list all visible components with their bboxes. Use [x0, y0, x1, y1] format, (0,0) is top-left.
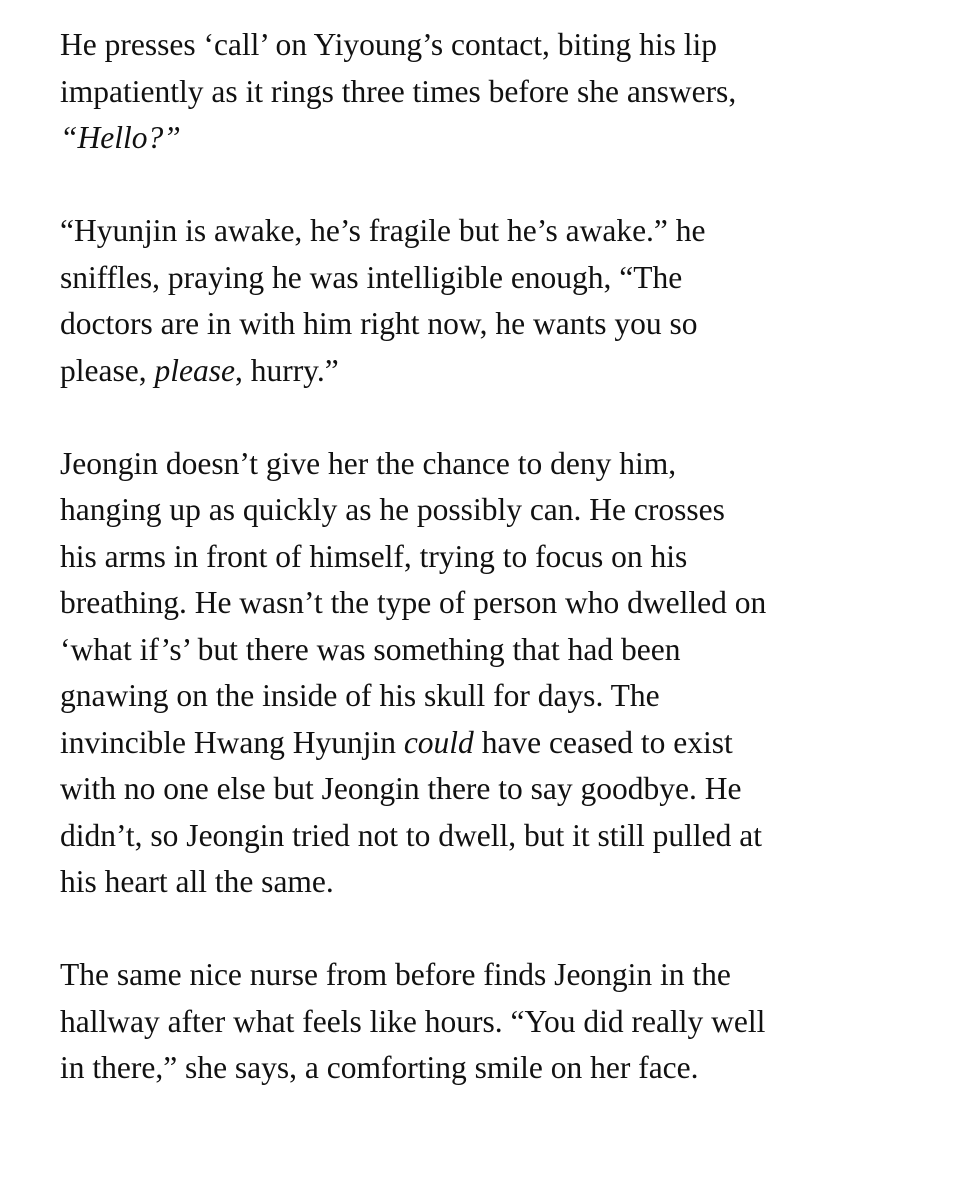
text-run: , hurry.”: [234, 352, 339, 388]
text-run: invincible Hwang Hyunjin: [60, 724, 404, 760]
text-run: sniffles, praying he was intelligible enough, “The: [60, 259, 683, 295]
text-run: gnawing on the inside of his skull for days. The: [60, 678, 660, 713]
text-line: [60, 766, 930, 813]
text-line: [60, 673, 930, 720]
italic-text: could: [403, 724, 474, 760]
text-run: have ceased to exist: [473, 724, 733, 760]
paragraph-2: [60, 208, 930, 394]
paragraph-3: [60, 441, 930, 906]
paragraph-1: [60, 22, 930, 162]
text-line: [60, 348, 930, 395]
text-line: [60, 999, 930, 1046]
text-line: [60, 255, 930, 302]
text-run: He presses ‘call’ on Yiyoung’s contact, biting his lip: [60, 27, 718, 62]
text-run: “Hyunjin is awake, he’s fragile but he’s awake.” he: [60, 213, 706, 248]
text-line: [60, 69, 930, 116]
text-run: didn’t, so Jeongin tried not to dwell, but it still pulled at: [60, 817, 762, 853]
text-run: hanging up as quickly as he possibly can. He crosses: [60, 492, 725, 527]
text-run: breathing. He wasn’t the type of person who dwelled on: [60, 585, 767, 620]
text-line: [60, 952, 930, 999]
text-line: [60, 301, 930, 348]
text-run: The same nice nurse from before finds Jeongin in the: [60, 957, 731, 992]
text-line: [60, 22, 930, 69]
italic-text: please: [154, 352, 235, 388]
text-run: impatiently as it rings three times before she answers,: [60, 73, 737, 109]
text-line: [60, 627, 930, 674]
text-line: [60, 720, 930, 767]
text-line: [60, 441, 930, 488]
text-line: [60, 208, 930, 255]
text-run: please,: [60, 352, 155, 388]
story-text: [60, 22, 930, 1092]
text-run: doctors are in with him right now, he wants you so: [60, 306, 698, 341]
text-run: in there,” she says, a comforting smile on her face.: [60, 1050, 699, 1085]
text-run: his arms in front of himself, trying to focus on his: [60, 538, 688, 574]
text-line: [60, 580, 930, 627]
paragraph-4: [60, 952, 930, 1092]
text-run: with no one else but Jeongin there to say goodbye. He: [60, 771, 742, 806]
text-run: Jeongin doesn’t give her the chance to deny him,: [60, 445, 677, 481]
italic-text: “Hello?”: [60, 120, 181, 155]
text-run: hallway after what feels like hours. “You did really well: [60, 1003, 766, 1039]
text-line: [60, 534, 930, 581]
text-run: ‘what if’s’ but there was something that had been: [60, 631, 681, 667]
text-line: [60, 813, 930, 860]
text-line: [60, 487, 930, 534]
text-line: [60, 1045, 930, 1092]
text-run: his heart all the same.: [60, 864, 334, 899]
text-line: [60, 859, 930, 906]
text-line: [60, 115, 930, 162]
